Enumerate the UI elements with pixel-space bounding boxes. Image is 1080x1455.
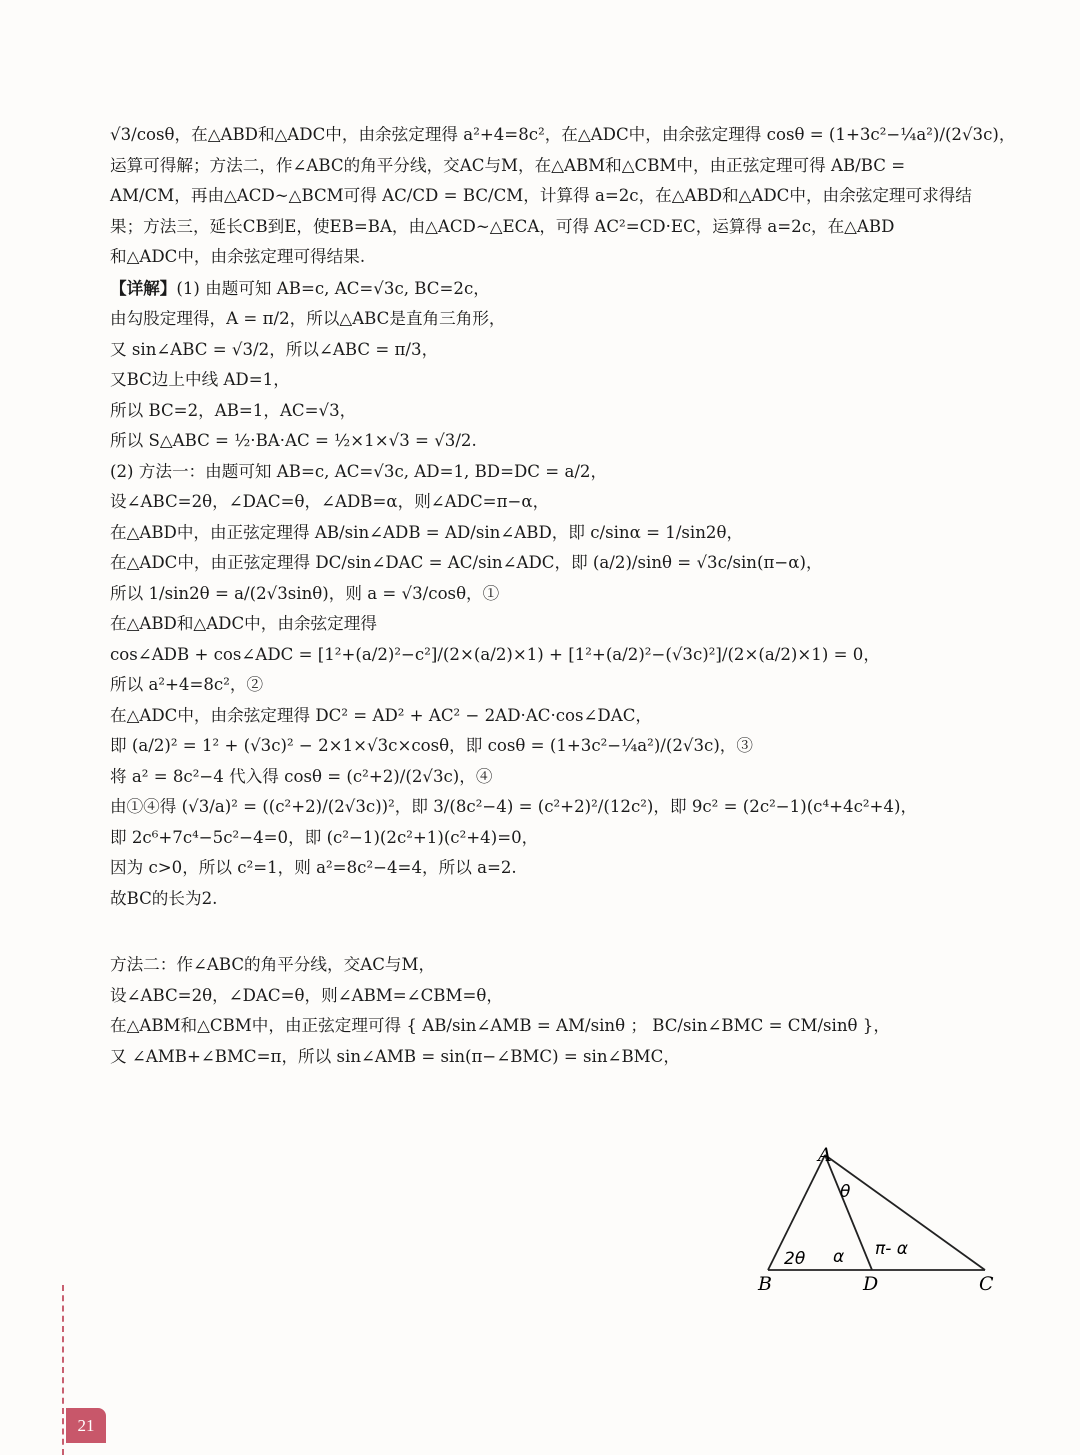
angle-label-alpha: α [833, 1247, 845, 1267]
text-line: 方法二：作∠ABC的角平分线，交AC与M， [110, 955, 436, 974]
text-line: 所以 S△ABC = ½·BA·AC = ½×1×√3 = √3/2. [110, 431, 477, 450]
text-line: 将 a² = 8c²−4 代入得 cosθ = (c²+2)/(2√3c)，④ [110, 766, 493, 786]
text-line: 设∠ABC=2θ，∠DAC=θ，∠ADB=α，则∠ADC=π−α， [110, 492, 550, 511]
text-line: 所以 1/sin2θ = a/(2√3sinθ)，则 a = √3/cosθ，① [110, 583, 500, 603]
text-line: (2) 方法一：由题可知 AB=c, AC=√3c, AD=1, BD=DC = a/2， [110, 461, 608, 481]
triangle-figure [750, 1140, 1020, 1300]
margin-dashed-line [62, 1285, 64, 1455]
vertex-label-d: D [863, 1273, 879, 1295]
text-line: 设∠ABC=2θ，∠DAC=θ，则∠ABM=∠CBM=θ， [110, 985, 503, 1005]
text-line: 果；方法三，延长CB到E，使EB=BA，由△ACD∼△ECA，可得 AC²=CD·EC，运算得 a=2c，在△ABD [110, 216, 895, 236]
text-line: 和△ADC中，由余弦定理可得结果. [110, 247, 366, 266]
text-line: 由①④得 (√3/a)² = ((c²+2)/(2√3c))²，即 3/(8c²−4) = (c²+2)²/(12c²)，即 9c² = (2c²−1)(c⁴+4c²+4)， [110, 797, 918, 816]
text-line: 故BC的长为2. [110, 888, 218, 908]
detail-line [110, 273, 1010, 305]
paragraph-gap [110, 914, 1010, 950]
angle-label-pi-minus-alpha: π- α [875, 1239, 908, 1259]
text-line: 又 ∠AMB+∠BMC=π，所以 sin∠AMB = sin(π−∠BMC) = sin∠BMC， [110, 1046, 680, 1066]
angle-label-2theta: 2θ [784, 1249, 806, 1269]
text-line: 在△ADC中，由正弦定理得 DC/sin∠DAC = AC/sin∠ADC，即 (a/2)/sinθ = √3c/sin(π−α)， [110, 553, 823, 572]
text-line: 所以 BC=2，AB=1，AC=√3， [110, 400, 357, 420]
text-line: 在△ABD和△ADC中，由余弦定理得 [110, 614, 377, 633]
text-line: 又 sin∠ABC = √3/2，所以∠ABC = π/3， [110, 339, 439, 359]
text-line: 在△ABD中，由正弦定理得 AB/sin∠ADB = AD/sin∠ABD，即 c/sinα = 1/sin2θ， [110, 522, 744, 542]
text-line: 即 2c⁶+7c⁴−5c²−4=0，即 (c²−1)(2c²+1)(c²+4)=0， [110, 827, 539, 847]
angle-label-theta: θ [840, 1182, 851, 1202]
detail-tag: 【详解】 [110, 277, 177, 298]
text-line: 因为 c>0，所以 c²=1，则 a²=8c²−4=4，所以 a=2. [110, 858, 517, 877]
text-line: 即 (a/2)² = 1² + (√3c)² − 2×1×√3c×cosθ，即 cosθ = (1+3c²−¼a²)/(2√3c)，③ [110, 736, 753, 755]
vertex-label-c: C [979, 1273, 994, 1295]
text-line: 由勾股定理得，A = π/2，所以△ABC是直角三角形， [110, 309, 506, 328]
text-line: 在△ABM和△CBM中，由正弦定理可得 { AB/sin∠AMB = AM/sinθ ； BC/sin∠BMC = CM/sinθ }， [110, 1016, 890, 1035]
text-line: 在△ADC中，由余弦定理得 DC² = AD² + AC² − 2AD·AC·cos∠DAC， [110, 705, 653, 725]
text-line: 又BC边上中线 AD=1， [110, 370, 290, 389]
detail-text: (1) 由题可知 AB=c, AC=√3c, BC=2c， [176, 278, 490, 298]
text-line: 所以 a²+4=8c²，② [110, 675, 264, 694]
text-line: AM/CM，再由△ACD∼△BCM可得 AC/CD = BC/CM，计算得 a=2c，在△ABD和△ADC中，由余弦定理可求得结 [110, 186, 972, 205]
page-number: 21 [66, 1408, 106, 1443]
text-line: cos∠ADB + cos∠ADC = [1²+(a/2)²−c²]/(2×(a/2)×1) + [1²+(a/2)²−(√3c)²]/(2×(a/2)×1) = 0， [110, 644, 880, 664]
text-line: 运算可得解；方法二，作∠ABC的角平分线，交AC与M，在△ABM和△CBM中，由正弦定理可得 AB/BC = [110, 155, 906, 175]
text-line: √3/cosθ，在△ABD和△ADC中，由余弦定理得 a²+4=8c²，在△ADC中，由余弦定理得 cosθ = (1+3c²−¼a²)/(2√3c)， [110, 125, 1016, 144]
solution-text [110, 120, 1016, 1072]
vertex-label-b: B [758, 1273, 772, 1295]
vertex-label-a: A [818, 1144, 832, 1166]
